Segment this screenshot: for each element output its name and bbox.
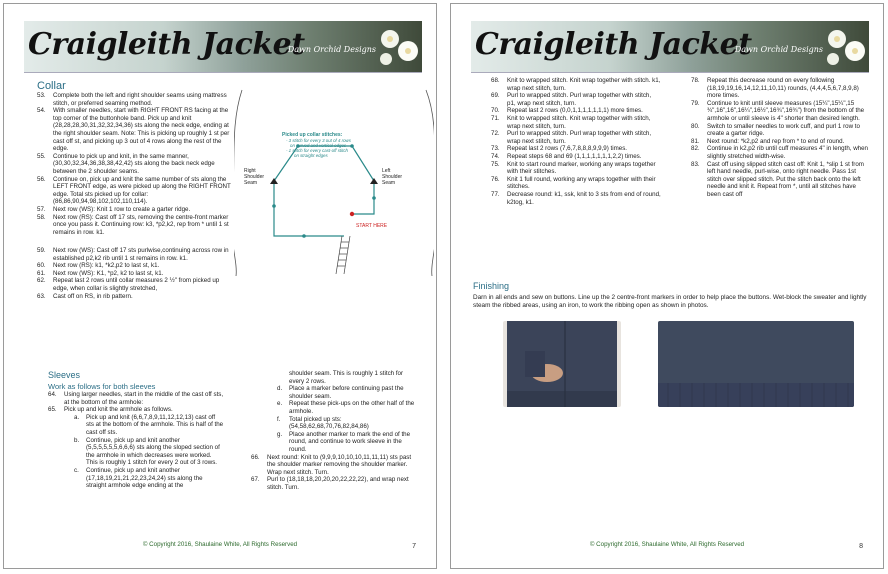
substep-letter: d. <box>277 385 283 393</box>
step-text: Purl to wrapped stitch. Purl wrap together with stitch, wrap next stitch, turn. <box>507 130 652 145</box>
copyright-footer: © Copyright 2016, Shaulaine White, All Rights Reserved <box>142 541 298 548</box>
sleeves-subheading: Work as follows for both sleeves <box>48 382 156 391</box>
brand-name: Dawn Orchid Designs <box>287 45 376 54</box>
collar-step <box>37 176 237 206</box>
step-text: Repeat this decrease round on every following (18,19,19,16,14,12,11,10,11) rounds, (4,4,4,5,6,7,8,9,8) more times. <box>707 77 859 100</box>
diagram-caption-title: Picked up collar stitches: <box>282 132 343 138</box>
step-number: 80. <box>691 122 700 130</box>
right-page <box>450 3 884 569</box>
collar-step <box>37 107 237 153</box>
pickup-point <box>372 196 376 200</box>
page-number: 7 <box>412 543 416 550</box>
step-number: 67. <box>251 476 260 484</box>
collar-step <box>37 206 237 214</box>
step-text: Next row (WS): Cast off 17 sts purlwise,continuing across row in established p2,k2 rib until 1 st remains in row. k1. <box>53 247 229 262</box>
sleeve-step <box>491 107 661 115</box>
sleeve-substep <box>48 467 224 490</box>
substep-text: Place a marker before continuing past the shoulder seam. <box>289 385 404 400</box>
step-number: 57. <box>37 205 46 213</box>
right-shoulder-arrow-icon <box>270 178 278 184</box>
collar-step <box>37 262 229 270</box>
diagram-caption-line: on curved and vertical edges <box>290 143 347 148</box>
sleeve-step <box>491 191 661 206</box>
finishing-text: Darn in all ends and sew on buttons. Line up the 2 centre-front markers in order to help place the buttons. Wet-block the sweater and lightly steam the ribbed areas, using an iron, to work the ribbing open as shown in photos. <box>473 294 867 309</box>
sleeve-substep <box>251 400 416 415</box>
sleeve-step <box>491 145 661 153</box>
step-text: Next round: Knit to (9,9,9,10,10,10,11,11,11) sts past the shoulder marker removing the shoulder marker. Wrap next stitch. Turn. <box>267 453 412 476</box>
step-text: Purl to (18,18,18,20,20,20,22,22,22), and wrap next stitch. Turn. <box>267 476 409 491</box>
collar-step <box>37 277 229 292</box>
step-text: Switch to smaller needles to work cuff, and purl 1 row to create a garter ridge. <box>707 122 860 138</box>
diagram-right-outline <box>426 90 434 276</box>
collar-step <box>37 247 229 262</box>
step-number: 78. <box>691 77 700 84</box>
step-text: Using larger needles, start in the middle of the cast off sts, at the bottom of the armhole: <box>64 391 224 406</box>
step-number: 74. <box>491 152 500 160</box>
sleeve-step <box>491 130 661 145</box>
left-shoulder-label: Left <box>382 168 391 174</box>
step-number: 64. <box>48 391 57 398</box>
step-number: 62. <box>37 277 46 285</box>
sleeve-step <box>691 123 869 138</box>
left-shoulder-label: Seam <box>382 180 396 186</box>
sleeve-step <box>251 454 416 477</box>
collar-step <box>37 92 237 107</box>
sleeves-steps-left <box>48 391 224 490</box>
step-number: 65. <box>48 406 57 414</box>
step-number: 61. <box>37 269 46 277</box>
step-text: Next row (RS): Cast off 17 sts, removing the centre-front marker once you pass it. Continuing row: k3, *p2,k2, rep from * until 1 st remains in row. k1. <box>53 213 229 236</box>
collar-step <box>37 293 229 301</box>
right-shoulder-label: Seam <box>244 180 258 186</box>
sleeves-heading: Sleeves <box>48 370 81 380</box>
sleeve-step <box>691 161 869 199</box>
pattern-title: Craigleith Jacket <box>475 27 752 62</box>
step-text: Knit to wrapped stitch. Knit wrap together with stitch. k1, wrap next stitch, turn. <box>507 77 661 92</box>
step-number: 60. <box>37 262 46 270</box>
left-shoulder-arrow-icon <box>370 178 378 184</box>
brand-name: Dawn Orchid Designs <box>734 45 823 54</box>
finishing-heading: Finishing <box>473 281 510 291</box>
sleeve-substep <box>48 437 224 467</box>
sleeve-step <box>491 161 661 176</box>
step-number: 59. <box>37 247 46 254</box>
sleeve-step <box>491 153 661 161</box>
sleeve-step <box>691 145 869 160</box>
step-text: Repeat last 2 rows until collar measures 2 ½" from picked up edge, when collar is slightly stretched, <box>53 277 220 292</box>
step-text: Continue to pick up and knit, in the same manner, (30,30,32,34,36,38,38,42,42) sts along the back neck edge between the 2 shoulder seams. <box>53 152 215 175</box>
step-number: 63. <box>37 292 46 300</box>
title-banner <box>471 21 869 73</box>
start-label: START HERE <box>356 223 388 229</box>
substep-text: Continue, pick up and knit another (5,5,5,5,5,5,6,6,6) sts along the sloped section of the armhole in which decreases were worked. This is roughly 1 stitch for every 2 out of 3 rows. <box>86 436 220 467</box>
step-text: Knit to wrapped stitch. Knit wrap together with stitch, wrap next stitch, turn. <box>507 114 651 130</box>
step-text: Next row (WS): K1, *p2, k2 to last st, k1. <box>53 269 164 277</box>
step-number: 66. <box>251 453 260 461</box>
substep-text: Total picked up sts: (54,58,62,68,70,76,82,84,86) <box>289 415 369 431</box>
step-number: 79. <box>691 99 700 107</box>
right-shoulder-label: Shoulder <box>244 174 265 180</box>
diagram-caption-line: - 3 stitch for every 3 out of 4 rows <box>286 138 351 143</box>
step-text: Cast off on RS, in rib pattern. <box>53 292 133 300</box>
step-number: 68. <box>491 77 500 84</box>
substep-letter: f. <box>277 415 281 423</box>
step-number: 81. <box>691 137 700 145</box>
step-text: Cast off using slipped stitch cast off: Knit 1, *slip 1 st from left hand needle, purl-wise, onto right needle. Pass 1st stitch over slipped stitch. Put the stitch back onto the left needle and knit it. Repeat from *, until all stitches have been cast off <box>707 160 864 198</box>
step-text: Pick up and knit the armhole as follows. <box>64 406 173 414</box>
step-number: 75. <box>491 160 500 168</box>
page-number: 8 <box>859 543 863 550</box>
sleeve-step <box>691 77 869 100</box>
left-shoulder-label: Shoulder <box>382 174 403 180</box>
step-number: 53. <box>37 92 46 99</box>
continued-text: shoulder seam. This is roughly 1 stitch for every 2 rows. <box>289 370 404 385</box>
pickup-point <box>350 144 354 148</box>
step-number: 72. <box>491 130 500 138</box>
collar-steps <box>37 92 237 236</box>
collar-front-line-left <box>274 181 344 236</box>
substep-text: Repeat these pick-ups on the other half of the armhole. <box>289 400 415 415</box>
collar-step <box>37 214 237 237</box>
finishing-photo-front <box>503 321 621 407</box>
step-number: 55. <box>37 152 46 160</box>
start-marker <box>350 212 354 216</box>
step-number: 73. <box>491 145 500 153</box>
substep-text: Place another marker to mark the end of the round, and continue to work sleeve in the round. <box>289 430 411 453</box>
step-number: 83. <box>691 160 700 168</box>
step-number: 70. <box>491 107 500 115</box>
step-text: Next round: *k2,p2 and rep from * to end of round. <box>707 137 845 145</box>
sleeve-step <box>491 77 661 92</box>
orchid-flower-image <box>823 25 867 69</box>
step-text: Repeat last 2 rows (7,6,7,8,8,8,9,9,9) times. <box>507 145 628 153</box>
orchid-flower-image <box>376 25 420 69</box>
sleeve-steps-col2 <box>691 77 869 199</box>
step-text: Purl to wrapped stitch. Purl wrap together with stitch, p1, wrap next stitch, turn. <box>507 92 652 107</box>
ladder-icon <box>336 236 350 274</box>
sleeve-step <box>691 138 869 146</box>
step-text: Repeat last 2 rows (0,0,1,1,1,1,1,1,1) more times. <box>507 107 643 115</box>
sleeve-step <box>48 391 224 406</box>
pickup-point <box>302 234 306 238</box>
step-text: Repeat steps 68 and 69 (1,1,1,1,1,1,1,2,2) times. <box>507 152 642 160</box>
sleeve-step <box>491 92 661 107</box>
sleeve-step <box>491 115 661 130</box>
sleeve-step <box>251 476 416 491</box>
substep-text: Pick up and knit (6,6,7,8,9,11,12,12,13) cast off sts at the bottom of the armhole. This is half of the cast off sts. <box>86 413 224 436</box>
step-text: Complete both the left and right shoulder seams using mattress stitch, or preferred seaming method. <box>53 92 227 107</box>
step-number: 76. <box>491 175 500 183</box>
title-banner <box>24 21 422 73</box>
step-number: 54. <box>37 107 46 115</box>
step-text: Next row (WS): Knit 1 row to create a garter ridge. <box>53 205 191 213</box>
step-number: 71. <box>491 114 500 122</box>
substep-letter: c. <box>74 466 79 474</box>
sleeve-step <box>491 176 661 191</box>
step-text: Knit 1 full round, working any wraps together with their stitches. <box>507 175 656 191</box>
step-number: 58. <box>37 213 46 221</box>
step-text: Knit to start round marker, working any wraps together with their stitches. <box>507 160 656 176</box>
finishing-photo-back <box>658 321 854 407</box>
right-shoulder-label: Right <box>244 168 256 174</box>
pickup-point <box>272 204 276 208</box>
sleeve-substep <box>48 414 224 437</box>
step-text: Continue to knit until sleeve measures (15¼",15¼",15 ¾",16",16",16¼",16½",16¾",16¾") from the bottom of the armhole or until sleeve is 4" shorter than desired length. <box>707 99 865 122</box>
step-number: 77. <box>491 190 500 198</box>
sleeve-steps-col1 <box>491 77 661 206</box>
substep-letter: b. <box>74 436 80 444</box>
step-number: 82. <box>691 145 700 153</box>
diagram-left-outline <box>234 90 242 276</box>
diagram-caption-line: on straight edges <box>294 153 328 158</box>
substep-text: Continue, pick up and knit another (17,18,19,21,21,22,23,24,24) sts along the straight armhole edge ending at the <box>86 466 203 490</box>
sleeve-substep <box>251 431 416 454</box>
step-text: With smaller needles, start with RIGHT FRONT RS facing at the top corner of the buttonhole band. Pick up and knit (28,28,28,30,31,32,32,34,36) sts along the neck edge, ending at the right shoulder seam. Note: This is picking up roughly 1 st per cast off st, and picking up 3 out of 4 rows along the rest of the edge. <box>53 107 230 153</box>
sleeve-step <box>48 406 224 414</box>
collar-diagram <box>234 86 434 276</box>
substep-letter: e. <box>277 400 283 408</box>
step-text: Continue on, pick up and knit the same number of sts along the LEFT FRONT edge, as were picked up along the RIGHT FRONT edge. Total sts picked up for collar: (86,86,90,94,98,102,102,110,114). <box>53 175 231 206</box>
sleeve-substep <box>251 416 416 431</box>
left-page <box>3 3 437 569</box>
collar-step <box>37 270 229 278</box>
step-number: 56. <box>37 175 46 183</box>
step-text: Decrease round: k1, ssk, knit to 3 sts from end of round, k2tog, k1. <box>507 190 661 206</box>
sleeve-substep <box>251 385 416 400</box>
collar-front-line-right <box>352 181 374 214</box>
substep-letter: g. <box>277 430 283 438</box>
sleeves-steps-right <box>251 370 416 492</box>
copyright-footer: © Copyright 2016, Shaulaine White, All Rights Reserved <box>589 541 745 548</box>
substep-letter: a. <box>74 413 80 421</box>
pattern-title: Craigleith Jacket <box>28 27 305 62</box>
step-number: 69. <box>491 92 500 100</box>
collar-step <box>37 153 237 176</box>
sleeve-step <box>691 100 869 123</box>
step-text: Continue in k2,p2 rib until cuff measures 4" in length, when slightly stretched width-wise. <box>707 145 868 160</box>
collar-heading: Collar <box>37 80 66 92</box>
step-text: Next row (RS): k1, *k2,p2 to last st, k1. <box>53 262 160 270</box>
collar-steps-cont <box>37 247 229 300</box>
diagram-caption-line: - 1 stitch for every cast-off stitch <box>286 148 348 153</box>
